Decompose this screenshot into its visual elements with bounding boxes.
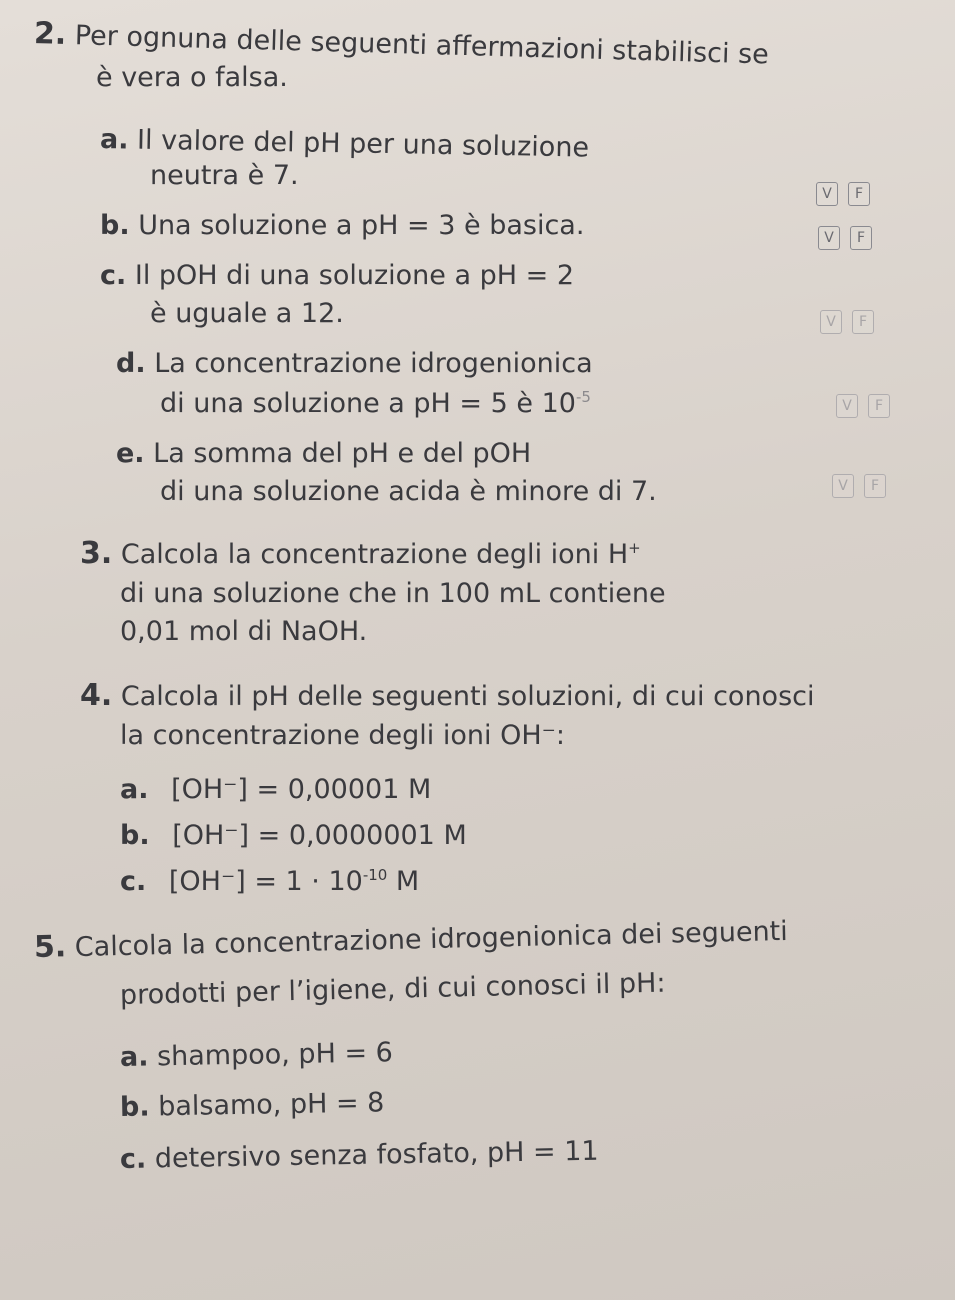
q2-text-line1: Per ognuna delle seguenti affermazioni stabilisci se bbox=[74, 20, 770, 71]
q4-item-c: c. $[OH^-] = 1 \cdot 10^{-10}$ M bbox=[120, 866, 420, 897]
q2-item-a-line2: neutra è 7. bbox=[150, 160, 299, 191]
q2-number: 2. bbox=[33, 16, 67, 52]
q5-line1: 5. Calcola la concentrazione idrogenionica dei seguenti bbox=[33, 915, 789, 965]
q5-item-c: c. detersivo senza fosfato, pH = 11 bbox=[119, 1135, 599, 1175]
true-checkbox[interactable]: V bbox=[816, 182, 838, 206]
false-checkbox[interactable]: F bbox=[864, 474, 886, 498]
q3-line3: 0,01 mol di NaOH. bbox=[120, 616, 368, 647]
q2-item-e-line2: di una soluzione acida è minore di 7. bbox=[160, 476, 657, 507]
false-checkbox[interactable]: F bbox=[848, 182, 870, 206]
q5-line2: prodotti per l’igiene, di cui conosci il pH: bbox=[119, 967, 666, 1011]
q4-item-b: b. [OH⁻] = 0,0000001 M bbox=[120, 820, 467, 851]
true-checkbox[interactable]: V bbox=[836, 394, 858, 418]
q2-item-d-vf bbox=[836, 394, 890, 418]
q3-line2: di una soluzione che in 100 mL contiene bbox=[120, 578, 666, 609]
q3-line1: 3. Calcola la concentrazione degli ioni H+ bbox=[80, 536, 641, 571]
q5-item-b: b. balsamo, pH = 8 bbox=[119, 1087, 385, 1123]
q4-line2: la concentrazione degli ioni OH⁻: bbox=[120, 720, 565, 751]
q2-item-c-vf bbox=[820, 310, 874, 334]
false-checkbox[interactable]: F bbox=[868, 394, 890, 418]
q2-item-b-vf bbox=[818, 226, 872, 250]
q2-item-a-line1: a. Il valore del pH per una soluzione bbox=[99, 124, 590, 164]
q4-item-a: a. [OH⁻] = 0,00001 M bbox=[120, 774, 432, 805]
q5-item-a: a. shampoo, pH = 6 bbox=[119, 1037, 394, 1073]
q2-item-a-vf bbox=[816, 182, 870, 206]
false-checkbox[interactable]: F bbox=[852, 310, 874, 334]
q2-item-e-line1: e. La somma del pH e del pOH bbox=[116, 438, 532, 469]
q2-item-e-vf bbox=[832, 474, 886, 498]
q2-item-c-line2: è uguale a 12. bbox=[150, 298, 344, 329]
false-checkbox[interactable]: F bbox=[850, 226, 872, 250]
q2-item-d-line2: di una soluzione a pH = 5 è $10^{-5}$ bbox=[160, 388, 591, 419]
q4-line1: 4. Calcola il pH delle seguenti soluzioni, di cui conosci bbox=[80, 678, 815, 713]
true-checkbox[interactable]: V bbox=[818, 226, 840, 250]
q2-item-b-line1: b. Una soluzione a pH = 3 è basica. bbox=[100, 210, 585, 241]
q2-item-d-line1: d. La concentrazione idrogenionica bbox=[116, 348, 593, 379]
true-checkbox[interactable]: V bbox=[832, 474, 854, 498]
q2-text-line2: è vera o falsa. bbox=[96, 62, 288, 93]
true-checkbox[interactable]: V bbox=[820, 310, 842, 334]
q2-item-c-line1: c. Il pOH di una soluzione a pH = 2 bbox=[100, 260, 574, 291]
